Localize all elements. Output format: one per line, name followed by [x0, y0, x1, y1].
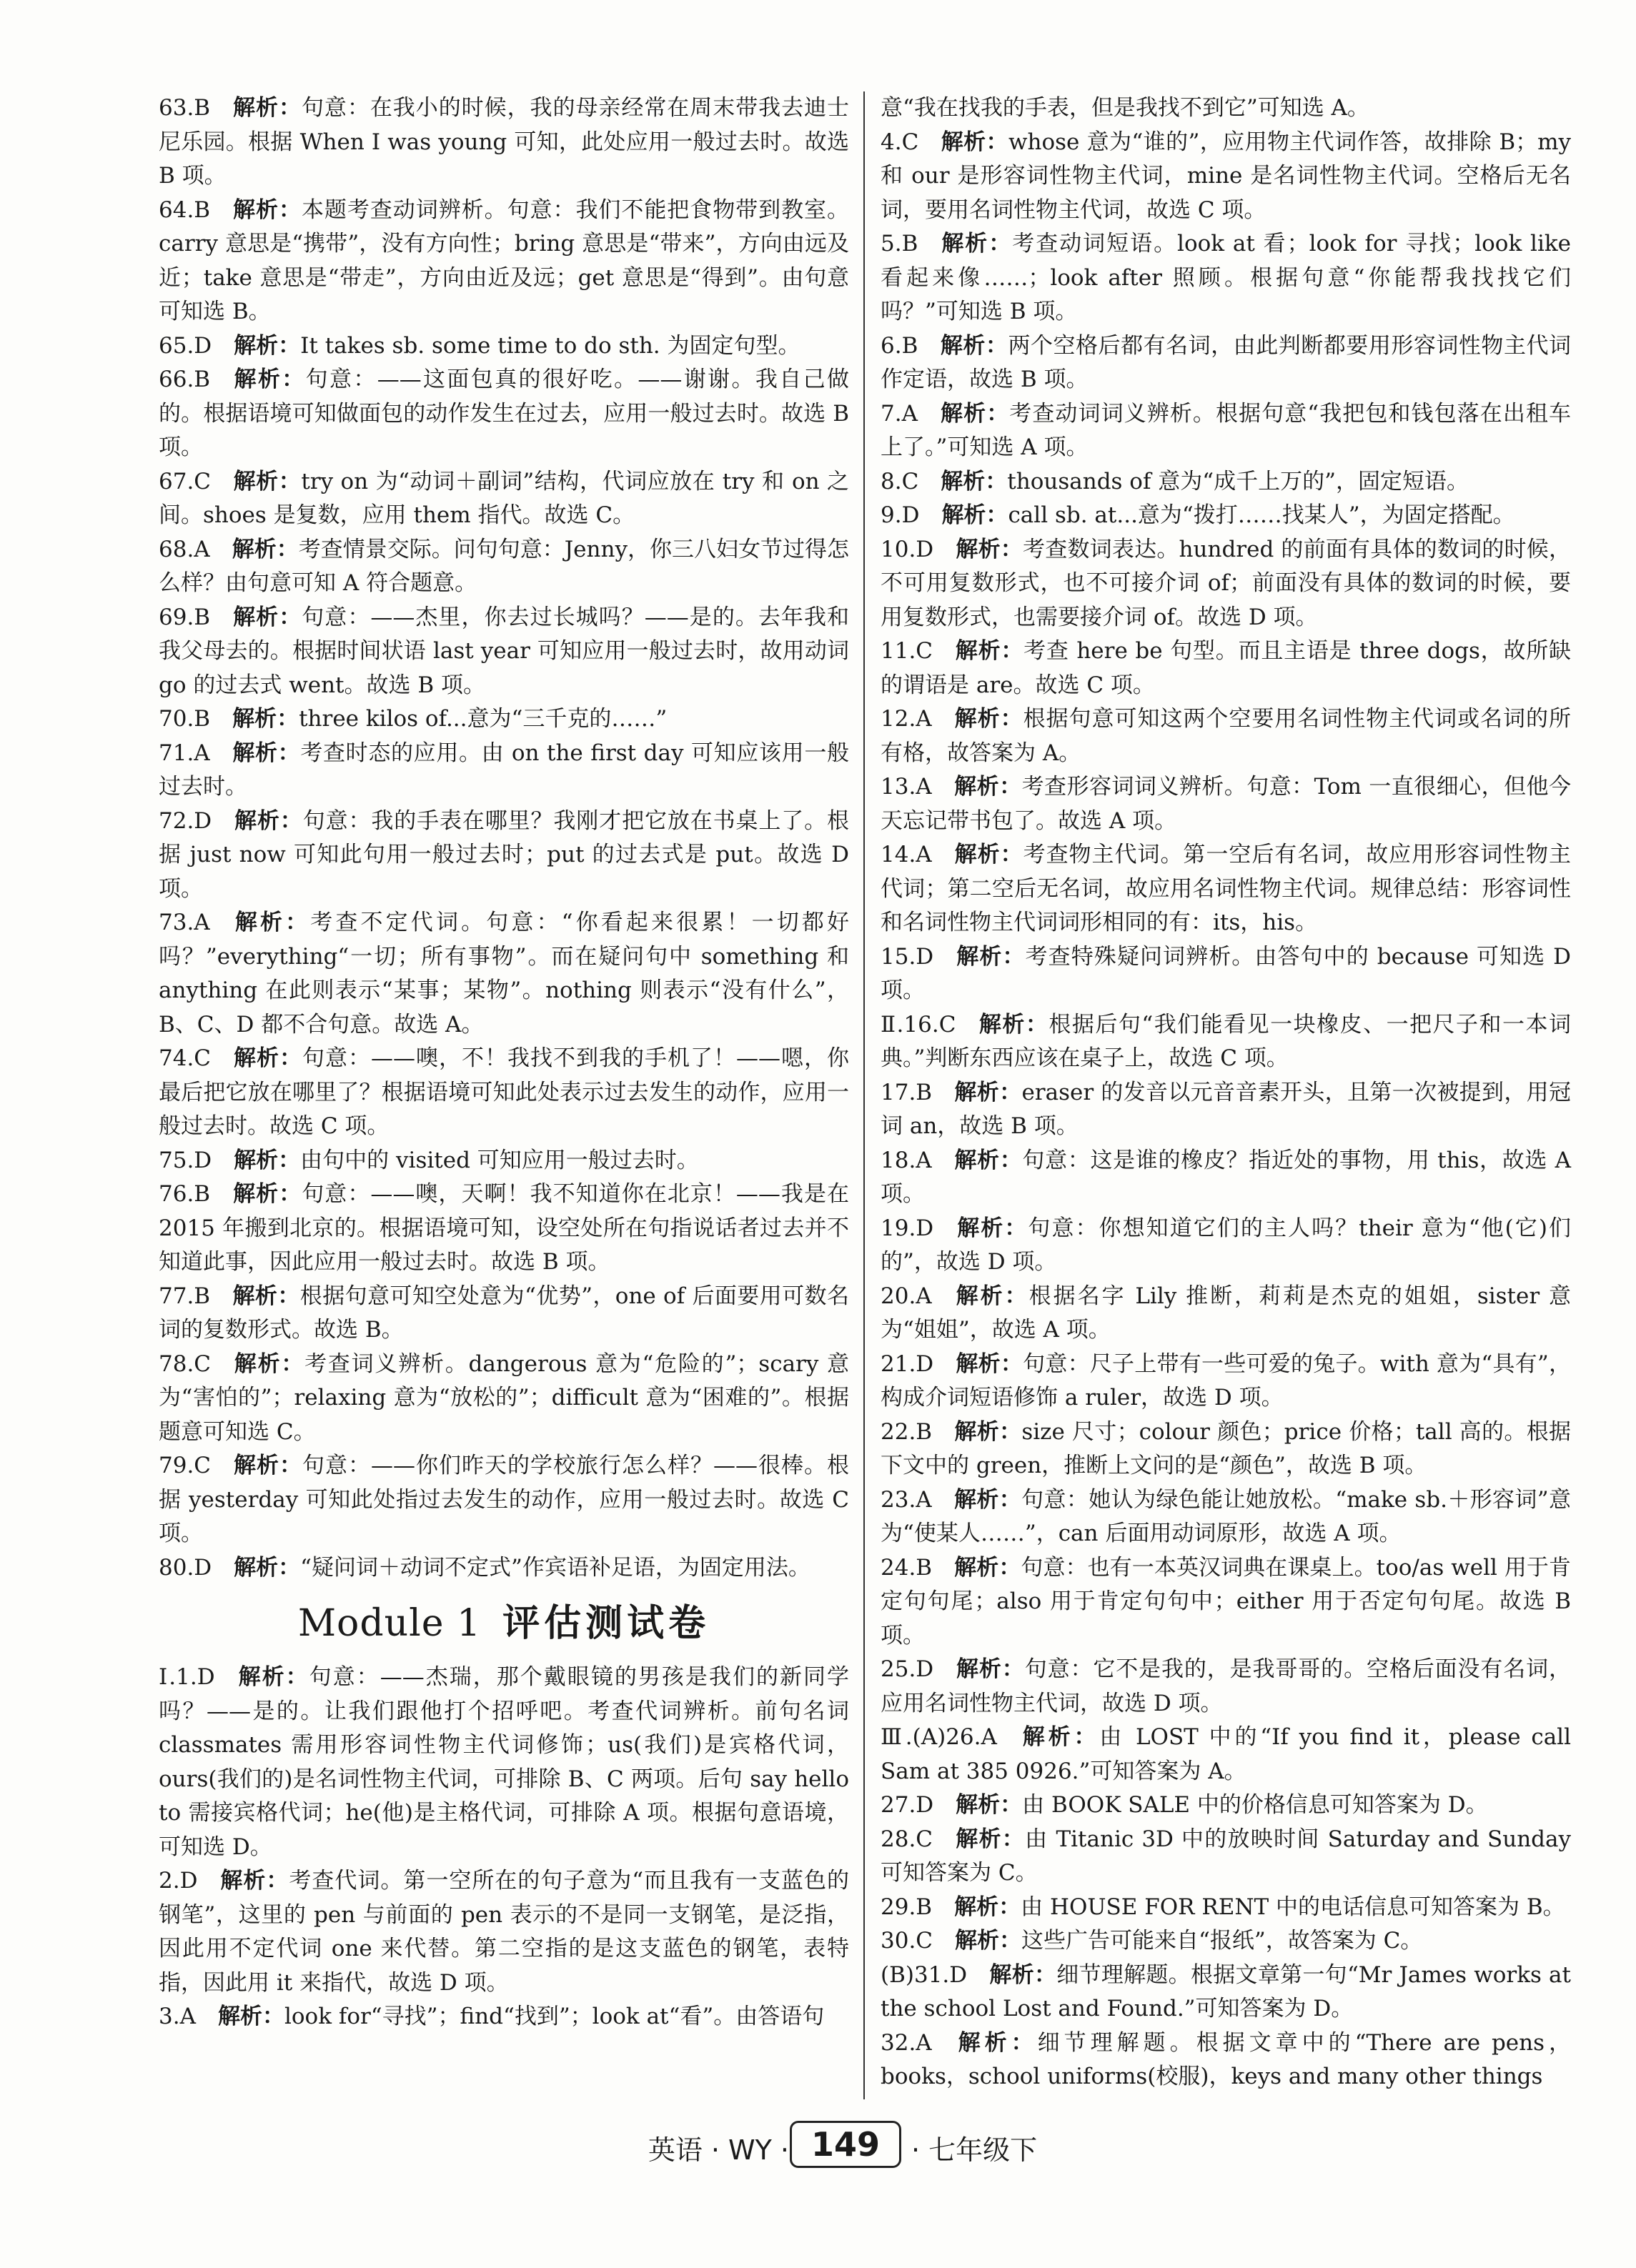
answer-number: 80.D: [159, 1554, 212, 1581]
analysis-label: 解析：: [953, 1283, 1029, 1309]
answer-number: 76.B: [159, 1181, 211, 1207]
analysis-text: 考查形容词词义辨析。句意：Tom 一直很细心，但他今天忘记带书包了。故选 A 项。: [881, 774, 1572, 834]
answer-entry: [881, 1280, 1571, 1348]
analysis-label: 解析：: [956, 943, 1026, 970]
analysis-text: 本题考查动词辨析。句意：我们不能把食物带到教室。carry 意思是“携带”，没有方向性；bring 意思是“带来”，方向由远及近；take 意思是“带走”，方向由近及远；get 意思是“得到”。由句意可知选 B。: [159, 197, 850, 324]
answer-entry: [881, 1891, 1571, 1925]
answer-number: 18.A: [881, 1147, 932, 1173]
answer-number: 25.D: [881, 1656, 934, 1682]
analysis-label: 解析：: [953, 2029, 1038, 2056]
answer-number: 67.C: [159, 468, 212, 494]
analysis-text: 句意：她认为绿色能让她放松。“make sb.＋形容词”意为“使某人……”，can 后面用动词原形，故选 A 项。: [881, 1486, 1571, 1546]
analysis-text: 句意：在我小的时候，我的母亲经常在周末带我去迪士尼乐园。根据 When I was young 可知，此处应用一般过去时。故选 B 项。: [159, 95, 850, 189]
answer-entry: [159, 1551, 849, 1586]
analysis-label: 解析：: [232, 197, 302, 223]
analysis-label: 解析：: [956, 1351, 1023, 1377]
analysis-label: 解析：: [955, 638, 1024, 664]
answer-entry: [159, 465, 849, 533]
analysis-label: 解析：: [953, 1486, 1022, 1513]
analysis-label: 解析：: [956, 1792, 1023, 1818]
answer-number: 2.D: [159, 1868, 198, 1894]
analysis-text: 根据句意可知这两个空要用名词性物主代词或名词的所有格，故答案为 A。: [881, 706, 1572, 766]
answer-entry: [881, 1823, 1571, 1891]
answer-entry: [881, 1789, 1571, 1823]
answer-number: 15.D: [881, 943, 934, 970]
analysis-text: 句意：这是谁的橡皮？指近处的事物，用 this，故选 A 项。: [881, 1147, 1572, 1207]
answer-entry: [159, 1449, 849, 1551]
answer-number: 10.D: [881, 536, 934, 562]
answer-entry: [159, 702, 849, 737]
analysis-label: 解析：: [953, 774, 1022, 800]
answer-number: 70.B: [159, 706, 211, 732]
analysis-label: 解析：: [217, 2004, 284, 2029]
analysis-text: 考查时态的应用。由 on the first day 可知应该用一般过去时。: [159, 740, 849, 800]
answer-number: 74.C: [159, 1045, 212, 1071]
analysis-label: 解析：: [954, 1894, 1021, 1920]
answer-number: 6.B: [881, 332, 918, 359]
analysis-text: 这些广告可能来自“报纸”，故答案为 C。: [1021, 1928, 1423, 1954]
answer-number: 7.A: [881, 400, 918, 427]
page-number: 149: [790, 2121, 901, 2168]
analysis-text: 细节理解题。根据文章中的“There are pens，books，school uniforms(校服)，keys and many other things: [881, 2029, 1572, 2089]
analysis-label: 解析：: [956, 1215, 1028, 1241]
analysis-text: three kilos of...意为“三千克的……”: [299, 706, 668, 732]
analysis-label: 解析：: [954, 1079, 1022, 1105]
answer-number: 77.B: [159, 1283, 211, 1309]
analysis-label: 解析：: [232, 604, 302, 630]
analysis-label: 解析：: [954, 1418, 1022, 1445]
analysis-label: 解析：: [1018, 1724, 1100, 1750]
answer-list-right: [881, 91, 1571, 2094]
analysis-text: thousands of 意为“成千上万的”，固定短语。: [1007, 468, 1469, 494]
analysis-label: 解析：: [941, 502, 1008, 528]
answer-entry: [881, 940, 1571, 1008]
analysis-text: 由 HOUSE FOR RENT 中的电话信息可知答案为 B。: [1021, 1894, 1565, 1920]
answer-number: 64.B: [159, 197, 211, 223]
footer-grade: · 七年级下: [911, 2134, 1038, 2166]
section-name: 评估测试卷: [502, 1602, 710, 1645]
answer-entry: [881, 1416, 1571, 1483]
analysis-text: 根据名字 Lily 推断，莉莉是杰克的姐姐，sister 意为“姐姐”，故选 A 项。: [881, 1283, 1572, 1343]
analysis-label: 解析：: [232, 910, 311, 935]
analysis-label: 解析：: [953, 842, 1023, 867]
answer-entry: [881, 838, 1571, 940]
analysis-text: 考查 here be 句型。而且主语是 three dogs，故所缺的谓语是 are。故选 C 项。: [881, 638, 1571, 698]
analysis-text: 句意：——噢，天啊！我不知道你在北京！——我是在 2015 年搬到北京的。根据语境可知，设空处所在句指说话者过去并不知道此事，因此应用一般过去时。故选 B 项。: [159, 1181, 850, 1275]
analysis-label: 解析：: [953, 706, 1023, 732]
answer-number: 5.B: [881, 231, 918, 257]
analysis-label: 解析：: [941, 468, 1008, 494]
analysis-label: 解析：: [953, 1147, 1023, 1173]
analysis-text: 句意：——杰里，你去过长城吗？——是的。去年我和我父母去的。根据时间状语 last year 可知应用一般过去时，故用动词 go 的过去式 went。故选 B 项。: [159, 604, 850, 698]
analysis-text: 句意：——噢，不！我找不到我的手机了！——嗯，你最后把它放在哪里了？根据语境可知此处表示过去发生的动作，应用一般过去时。故选 C 项。: [159, 1045, 850, 1139]
answer-number: 14.A: [881, 842, 932, 867]
answer-number: 20.A: [881, 1283, 932, 1309]
analysis-label: 解析：: [232, 706, 299, 732]
answer-entry: [881, 1076, 1571, 1144]
answer-number: 71.A: [159, 740, 210, 766]
answer-entry: [881, 91, 1571, 126]
analysis-text: It takes sb. some time to do sth. 为固定句型。: [300, 332, 800, 359]
answer-entry: [159, 906, 849, 1042]
analysis-text: 句意：它不是我的，是我哥哥的。空格后面没有名词，应用名词性物主代词，故选 D 项。: [881, 1656, 1572, 1716]
analysis-text: 考查代词。第一空所在的句子意为“而且我有一支蓝色的钢笔”，这里的 pen 与前面的 pen 表示的不是同一支钢笔，是泛指，因此用不定代词 one 来代替。第二空指的是这支蓝色的钢笔，表特指，因此用 it 来指代，故选 D 项。: [159, 1868, 849, 1996]
answer-number: 65.D: [159, 332, 212, 359]
answer-number: 75.D: [159, 1147, 212, 1173]
analysis-label: 解析：: [955, 1826, 1026, 1852]
answer-entry: [881, 465, 1571, 499]
answer-entry: [159, 1661, 849, 1864]
answer-number: 66.B: [159, 367, 211, 392]
analysis-label: 解析：: [232, 536, 299, 562]
analysis-label: 解析：: [955, 1928, 1022, 1954]
analysis-text: “疑问词＋动词不定式”作宾语补足语，为固定用法。: [300, 1554, 810, 1581]
answer-entry: [159, 805, 849, 907]
answer-entry: [881, 397, 1571, 465]
answer-entry: [159, 737, 849, 805]
analysis-text: 意“我在找我的手表，但是我找不到它”可知选 A。: [881, 95, 1369, 121]
answer-number: 27.D: [881, 1792, 934, 1818]
analysis-text: 句意：也有一本英汉词典在课桌上。too/as well 用于肯定句句尾；also 用于肯定句句中；either 用于否定句句尾。故选 B 项。: [881, 1554, 1571, 1648]
answer-number: 21.D: [881, 1351, 934, 1377]
analysis-label: 解析：: [237, 1664, 309, 1690]
module-label: Module 1: [297, 1602, 482, 1645]
analysis-text: 句意：——你们昨天的学校旅行怎么样？——很棒。根据 yesterday 可知此处指过去发生的动作，应用一般过去时。故选 C 项。: [159, 1453, 850, 1546]
analysis-label: 解析：: [939, 400, 1010, 427]
right-column: [881, 91, 1571, 2094]
analysis-label: 解析：: [941, 129, 1008, 155]
analysis-label: 解析：: [219, 1868, 289, 1894]
answer-list-left: [159, 91, 849, 1585]
answer-number: 12.A: [881, 706, 932, 732]
analysis-text: 根据句意可知空处意为“优势”，one of 后面要用可数名词的复数形式。故选 B。: [159, 1283, 849, 1343]
analysis-text: 句意：——杰瑞，那个戴眼镜的男孩是我们的新同学吗？——是的。让我们跟他打个招呼吧。考查代词辨析。前句名词 classmates 需用形容词性物主代词修饰；us(我们)是宾格代词，ours(我们的)是名词性物主代词，可排除 B、C 两项。后句 say hello to 需接宾格代词；he(他)是主格代词，可排除 A 项。根据句意语境，可知选 D。: [159, 1664, 850, 1860]
answer-entry: [881, 533, 1571, 635]
answer-entry: [881, 1551, 1571, 1653]
analysis-text: 考查不定代词。句意：“你看起来很累！一切都好吗？”everything“一切；所有事物”。而在疑问句中 something 和 anything 在此则表示“某事；某物”。nothing 则表示“没有什么”，B、C、D 都不合句意。故选 A。: [159, 910, 849, 1038]
analysis-label: 解析：: [232, 1181, 302, 1207]
analysis-label: 解析：: [940, 332, 1008, 359]
answer-number: 68.A: [159, 536, 210, 562]
analysis-label: 解析：: [940, 231, 1013, 257]
analysis-text: 细节理解题。根据文章第一句“Mr James works at the school Lost and Found.”可知答案为 D。: [881, 1961, 1571, 2021]
answer-number: 19.D: [881, 1215, 934, 1241]
analysis-label: 解析：: [233, 1453, 303, 1478]
analysis-text: 考查情景交际。问句句意：Jenny，你三八妇女节过得怎么样？由句意可知 A 符合题意。: [159, 536, 849, 596]
answer-entry: [881, 227, 1571, 329]
analysis-text: 考查物主代词。第一空后有名词，故应用形容词性物主代词；第二空后无名词，故应用名词性物主代词。规律总结：形容词性和名词性物主代词词形相同的有：its，his。: [881, 842, 1572, 935]
answer-entry: [881, 1721, 1571, 1789]
answer-entry: [159, 1864, 849, 2000]
answer-number: Ⅰ.1.D: [159, 1664, 215, 1690]
answer-entry: [881, 1653, 1571, 1721]
answer-entry: [881, 635, 1571, 702]
answer-entry: [159, 363, 849, 465]
analysis-label: 解析：: [234, 1554, 301, 1581]
answer-number: 63.B: [159, 95, 211, 121]
analysis-label: 解析：: [234, 332, 301, 359]
answer-entry: [881, 1924, 1571, 1959]
analysis-text: 由 Titanic 3D 中的放映时间 Saturday and Sunday 可知答案为 C。: [881, 1826, 1572, 1886]
answer-number: 73.A: [159, 910, 210, 935]
answer-number: Ⅲ.(A)26.A: [881, 1724, 997, 1750]
answer-number: 24.B: [881, 1554, 933, 1581]
analysis-text: call sb. at...意为“拨打……找某人”，为固定搭配。: [1008, 502, 1515, 528]
answer-entry: [881, 2026, 1571, 2094]
answer-number: 3.A: [159, 2004, 196, 2029]
answer-number: 4.C: [881, 129, 919, 155]
answer-entry: [159, 1178, 849, 1280]
answer-entry: [881, 329, 1571, 397]
analysis-label: 解析：: [232, 367, 306, 392]
analysis-label: 解析：: [232, 740, 301, 766]
answer-number: Ⅱ.16.C: [881, 1011, 956, 1038]
answer-entry: [159, 91, 849, 194]
answer-number: 23.A: [881, 1486, 932, 1513]
analysis-label: 解析：: [232, 1283, 300, 1309]
analysis-label: 解析：: [978, 1011, 1049, 1038]
answer-entry: [881, 770, 1571, 838]
answer-entry: [159, 2000, 849, 2034]
answer-entry: [881, 499, 1571, 533]
answer-entry: [159, 329, 849, 364]
analysis-label: 解析：: [956, 536, 1023, 562]
answer-entry: [159, 194, 849, 329]
answer-entry: [881, 1483, 1571, 1551]
answer-number: 69.B: [159, 604, 211, 630]
page-footer: [0, 2121, 1636, 2171]
answer-entry: [159, 601, 849, 703]
answer-list-left-2: [159, 1661, 849, 2034]
analysis-text: 两个空格后都有名词，由此判断都要用形容词性物主代词作定语，故选 B 项。: [881, 332, 1571, 392]
analysis-label: 解析：: [956, 1656, 1025, 1682]
answer-number: 17.B: [881, 1079, 933, 1105]
analysis-text: 考查动词词义辨析。根据句意“我把包和钱包落在出租车上了。”可知选 A 项。: [881, 400, 1571, 460]
answer-entry: [159, 1348, 849, 1450]
analysis-text: 考查词义辨析。dangerous 意为“危险的”；scary 意为“害怕的”；relaxing 意为“放松的”；difficult 意为“困难的”。根据题意可知选 C。: [159, 1351, 850, 1445]
analysis-text: 考查特殊疑问词辨析。由答句中的 because 可知选 D 项。: [881, 943, 1572, 1003]
analysis-text: 句意：尺子上带有一些可爱的兔子。with 意为“具有”，构成介词短语修饰 a ruler，故选 D 项。: [881, 1351, 1572, 1411]
answer-number: 32.A: [881, 2029, 932, 2056]
analysis-label: 解析：: [954, 1554, 1021, 1581]
answer-number: 28.C: [881, 1826, 933, 1852]
footer-subject: 英语 · WY ·: [648, 2134, 789, 2166]
answer-entry: [881, 1144, 1571, 1212]
answer-entry: [881, 126, 1571, 228]
analysis-text: look for“寻找”；find“找到”；look at“看”。由答语句: [284, 2004, 825, 2029]
analysis-label: 解析：: [233, 1351, 305, 1377]
analysis-text: 根据后句“我们能看见一块橡皮、一把尺子和一本词典。”判断东西应该在桌子上，故选 C 项。: [881, 1011, 1571, 1071]
answer-number: 13.A: [881, 774, 932, 800]
answer-number: 79.C: [159, 1453, 212, 1478]
analysis-text: 考查数词表达。hundred 的前面有具体的数词的时候，不可用复数形式，也不可接介词 of；前面没有具体的数词的时候，要用复数形式，也需要接介词 of。故选 D 项。: [881, 536, 1571, 630]
analysis-text: try on 为“动词＋副词”结构，代词应放在 try 和 on 之间。shoes 是复数，应用 them 指代。故选 C。: [159, 468, 850, 528]
answer-entry: [881, 1212, 1571, 1280]
analysis-label: 解析：: [234, 807, 303, 834]
section-title: [159, 1589, 849, 1658]
analysis-text: 由句中的 visited 可知应用一般过去时。: [300, 1147, 699, 1173]
analysis-text: whose 意为“谁的”，应用物主代词作答，故排除 B；my 和 our 是形容词性物主代词，mine 是名词性物主代词。空格后无名词，要用名词性物主代词，故选 C 项。: [881, 129, 1572, 223]
analysis-text: 句意：你想知道它们的主人吗？their 意为“他(它)们的”，故选 D 项。: [881, 1215, 1572, 1275]
analysis-label: 解析：: [234, 1147, 301, 1173]
answer-entry: [881, 1008, 1571, 1076]
analysis-text: 句意：——这面包真的很好吃。——谢谢。我自己做的。根据语境可知做面包的动作发生在过去，应用一般过去时。故选 B 项。: [159, 367, 849, 460]
answer-entry: [881, 702, 1571, 770]
answer-number: 78.C: [159, 1351, 212, 1377]
answer-entry: [881, 1959, 1571, 2026]
answer-number: 11.C: [881, 638, 933, 664]
answer-entry: [159, 1280, 849, 1348]
analysis-label: 解析：: [989, 1961, 1057, 1988]
analysis-text: eraser 的发音以元音音素开头，且第一次被提到，用冠词 an，故选 B 项。: [881, 1079, 1572, 1139]
analysis-label: 解析：: [233, 1045, 303, 1071]
analysis-text: 句意：我的手表在哪里？我刚才把它放在书桌上了。根据 just now 可知此句用一般过去时；put 的过去式是 put。故选 D 项。: [159, 807, 850, 902]
answer-entry: [159, 1042, 849, 1144]
answer-number: (B)31.D: [881, 1961, 968, 1988]
analysis-label: 解析：: [233, 468, 302, 494]
answer-number: 8.C: [881, 468, 919, 494]
answer-entry: [159, 1144, 849, 1178]
analysis-text: 由 BOOK SALE 中的价格信息可知答案为 D。: [1022, 1792, 1488, 1818]
answer-entry: [881, 1348, 1571, 1416]
analysis-text: 由 LOST 中的“If you find it，please call Sam at 385 0926.”可知答案为 A。: [881, 1724, 1572, 1784]
answer-number: 30.C: [881, 1928, 933, 1954]
answer-number: 72.D: [159, 807, 212, 834]
column-divider: [863, 91, 865, 2099]
answer-number: 22.B: [881, 1418, 933, 1445]
analysis-text: size 尺寸；colour 颜色；price 价格；tall 高的。根据下文中的 green，推断上文问的是“颜色”，故选 B 项。: [881, 1418, 1571, 1478]
answer-number: 9.D: [881, 502, 920, 528]
answer-entry: [159, 533, 849, 601]
answer-number: 29.B: [881, 1894, 933, 1920]
left-column: [159, 91, 849, 2034]
analysis-text: 考查动词短语。look at 看；look for 寻找；look like 看起来像……；look after 照顾。根据句意“你能帮我找找它们吗？”可知选 B 项。: [881, 231, 1572, 324]
analysis-label: 解析：: [232, 95, 302, 121]
